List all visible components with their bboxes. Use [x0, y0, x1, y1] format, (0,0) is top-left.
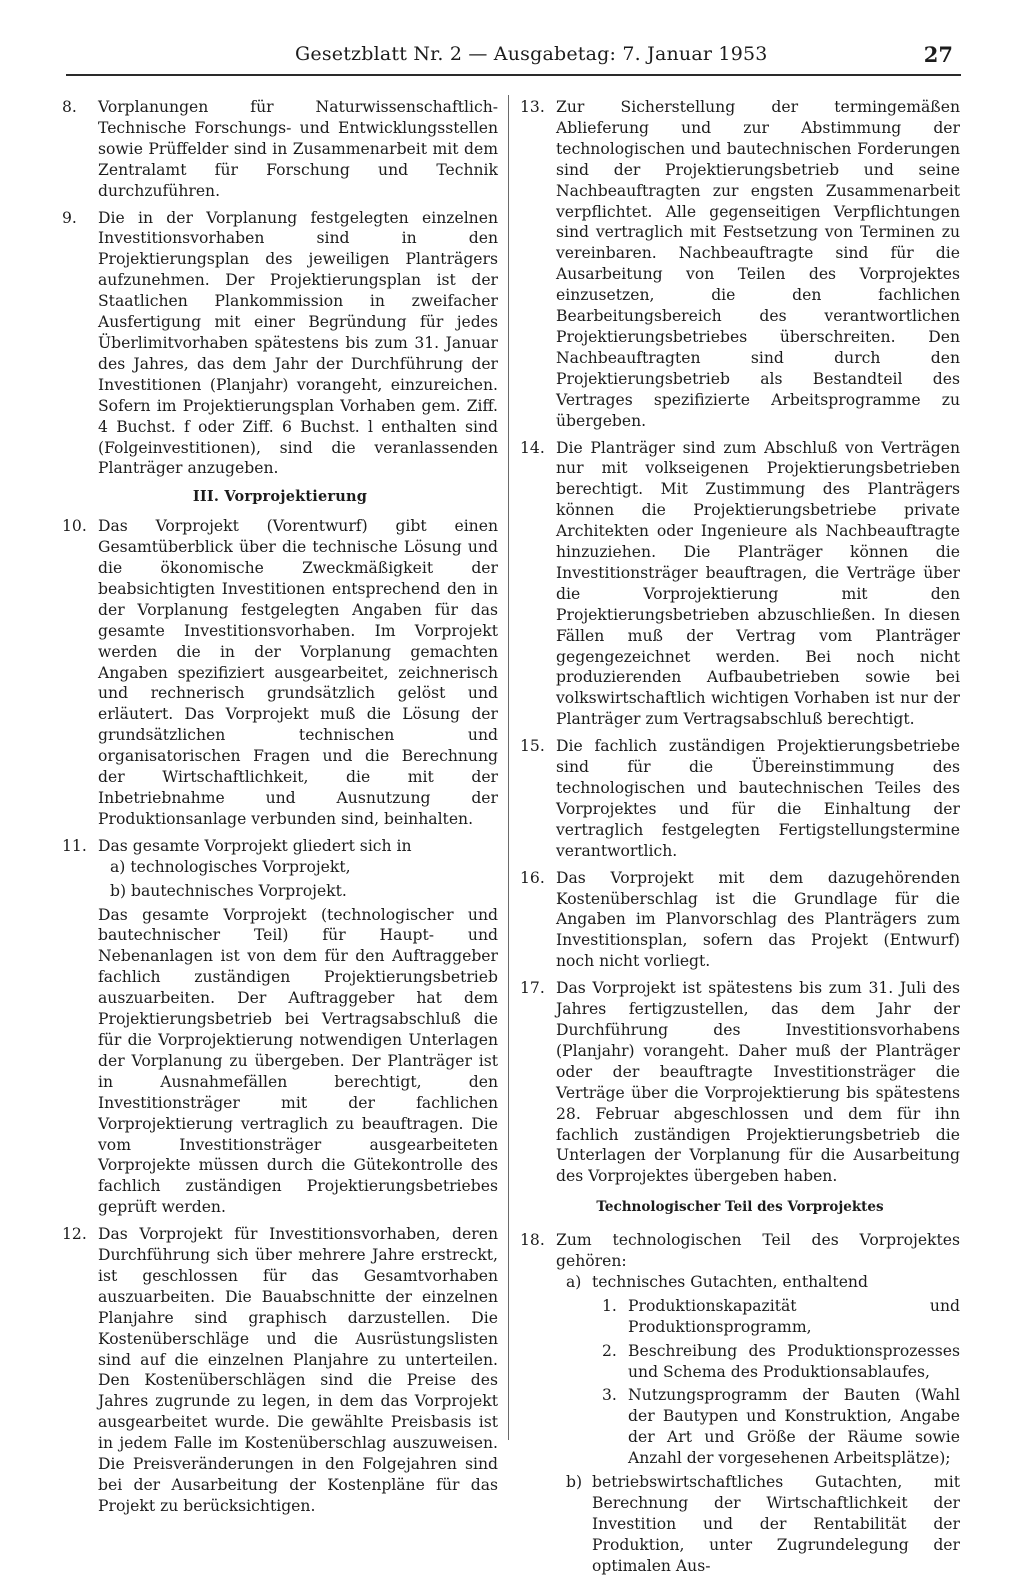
paragraph-number: 17.	[520, 979, 545, 998]
numbered-item-label: 3.	[602, 1386, 617, 1405]
numbered-item-text: Beschreibung des Produktionsprozesses und Schema des Produktionsablaufes,	[628, 1341, 960, 1381]
numbered-item-1	[602, 1296, 960, 1338]
numbered-item-label: 1.	[602, 1296, 617, 1315]
section-heading: III. Vorprojektierung	[192, 488, 368, 506]
paragraph-10	[62, 516, 498, 830]
sub-item-a	[566, 1272, 960, 1293]
paragraph-number: 14.	[520, 438, 545, 457]
sub-item-b: b) bautechnisches Vorprojekt.	[110, 881, 347, 900]
right-column	[520, 97, 960, 1586]
paragraph-text: Die in der Vorplanung festgelegten einzelnen Investitionsvorhaben sind in den Projektierungsplan des jeweiligen Planträgers aufzunehmen. Der Projektierungsplan ist der Staatlichen Plankommission in zweifacher Ausfertigung mit einer Begründung für jedes Überlimitvorhaben spätestens bis zum 31. Januar des Jahres, das dem Jahr der Durchführung der Investitionen (Planjahr) vorangeht, einzureichen. Sofern im Projektierungsplan Vorhaben gem. Ziff. 4 Buchst. f oder Ziff. 6 Buchst. l enthalten sind (Folgeinvestitionen), sind die veranlassenden Planträger anzugeben.	[98, 208, 498, 478]
paragraph-body	[98, 836, 498, 1218]
paragraph-text: Das Vorprojekt (Vorentwurf) gibt einen Gesamtüberblick über die technische Lösung und die ökonomische Zweckmäßigkeit der beabsichtigten Investitionen entsprechend den in der Vorplanung festgelegten Angaben für das gesamte Investitionsvorhaben. Im Vorprojekt werden die in der Vorplanung gemachten Angaben spezifiziert ausgearbeitet, zeichnerisch und rechnerisch grundsätzlich gelöst und erläutert. Das Vorprojekt muß die Lösung der grundsätzlichen technischen und organisatorischen Fragen und die Berechnung der Wirtschaftlichkeit, die mit der Inbetriebnahme und Ausnutzung der Produktionsanlage verbunden sind, beinhalten.	[98, 517, 498, 828]
sub-item-b	[566, 1472, 960, 1577]
paragraph-14	[520, 438, 960, 731]
header-title: Gesetzblatt Nr. 2 — Ausgabetag: 7. Januar 1953	[295, 43, 768, 65]
sub-item-text: technisches Gutachten, enthaltend	[592, 1272, 868, 1291]
paragraph-number: 12.	[62, 1225, 87, 1244]
paragraph-intro: Das gesamte Vorprojekt gliedert sich in	[98, 836, 412, 855]
paragraph-number: 8.	[62, 98, 77, 116]
paragraph-number: 18.	[520, 1231, 545, 1250]
paragraph-number: 13.	[520, 98, 545, 116]
sub-item-label: a)	[566, 1272, 582, 1291]
paragraph-18	[520, 1230, 960, 1580]
paragraph-9	[62, 208, 498, 480]
paragraph-text: Das gesamte Vorprojekt (technologischer und bautechnischer Teil) für Haupt- und Nebenanlagen ist von dem für den Auftraggeber fachlich zuständigen Projektierungsbetrieb auszuarbeiten. Der Auftraggeber hat dem Projektierungsbetrieb bei Vertragsabschluß die für die Vorprojektierung notwendigen Unterlagen der Vorplanung zu übergeben. Der Planträger ist in Ausnahmefällen berechtigt, den Investitionsträger mit der fachlichen Vorprojektierung vertraglich zu beauftragen. Die vom Investitionsträger ausgearbeiteten Vorprojekte müssen durch die Gütekontrolle des fachlich zuständigen Projektierungsbetriebes geprüft werden.	[98, 905, 498, 1217]
column-divider	[508, 95, 509, 1440]
paragraph-intro: Zum technologischen Teil des Vorprojektes gehören:	[556, 1231, 960, 1271]
numbered-item-3	[602, 1385, 960, 1469]
sub-list	[556, 1272, 960, 1577]
paragraph-text: Die fachlich zuständigen Projektierungsbetriebe sind für die Übereinstimmung des technologischen und bautechnischen Teiles des Vorprojektes und für die Einhaltung der vertraglich festgelegten Fertigstellungstermine verantwortlich.	[556, 737, 960, 860]
paragraph-number: 16.	[520, 868, 545, 887]
paragraph-number: 10.	[62, 517, 87, 536]
paragraph-12	[62, 1224, 498, 1517]
paragraph-11	[62, 836, 498, 1218]
paragraph-text: Zur Sicherstellung der termingemäßen Ablieferung und zur Abstimmung der technologischen und bautechnischen Forderungen sind der Projektierungsbetrieb und seine Nachbeauftragten zur engsten Zusammenarbeit verpflichtet. Alle gegenseitigen Verpflichtungen sind vertraglich mit Festsetzung von Terminen zu vereinbaren. Nachbeauftragte sind für die Ausarbeitung von Teilen des Vorprojektes einzusetzen, die den fachlichen Bearbeitungsbereich des verantwortlichen Projektierungsbetriebes überschreiten. Den Nachbeauftragten sind durch den Projektierungsbetrieb als Bestandteil des Vertrages spezifizierte Arbeitsprogramme zu übergeben.	[556, 98, 960, 430]
paragraph-8	[62, 97, 498, 202]
sub-item-text: betriebswirtschaftliches Gutachten, mit Berechnung der Wirtschaftlichkeit der Investition und der Rentabilität der Produktion, unter Zugrundelegung der optimalen Aus-	[592, 1473, 960, 1575]
sub-item-label: b)	[566, 1473, 583, 1492]
paragraph-15	[520, 736, 960, 861]
subsection-heading: Technologischer Teil des Vorprojektes	[596, 1199, 884, 1216]
paragraph-number: 15.	[520, 737, 545, 756]
paragraph-number: 9.	[62, 208, 77, 227]
paragraph-text: Das Vorprojekt ist spätestens bis zum 31. Juli des Jahres fertigzustellen, das dem Jahr der Durchführung des Investitionsvorhabens (Planjahr) vorangeht. Daher muß der Planträger oder der beauftragte Investitionsträger die Verträge über die Vorprojektierung bis spätestens 28. Februar abgeschlossen und dem für ihn fachlich zuständigen Projektierungsbetrieb die Unterlagen der Vorplanung für die Ausarbeitung des Vorprojektes übergeben haben.	[556, 979, 960, 1186]
paragraph-number: 11.	[62, 836, 87, 855]
numbered-item-2	[602, 1341, 960, 1383]
page-number: 27	[923, 42, 953, 67]
paragraph-17	[520, 978, 960, 1187]
page-header	[66, 40, 961, 76]
numbered-item-label: 2.	[602, 1341, 617, 1360]
paragraph-text: Das Vorprojekt mit dem dazugehörenden Kostenüberschlag ist die Grundlage für die Angaben im Planvorschlag des Planträgers zum Investitionsplan, sofern das Projekt (Entwurf) noch nicht vorliegt.	[556, 868, 960, 971]
paragraph-text: Das Vorprojekt für Investitionsvorhaben, deren Durchführung sich über mehrere Jahre erstreckt, ist geschlossen für das Gesamtvorhaben auszuarbeiten. Die Bauabschnitte der einzelnen Planjahre sind graphisch darzustellen. Die Kostenüberschläge und die Ausrüstungslisten sind auf die einzelnen Planjahre zu unterteilen. Den Kostenüberschlägen sind die Preise des Jahres zugrunde zu legen, in dem das Vorprojekt ausgearbeitet wurde. Die gewählte Preisbasis ist in jedem Falle im Kostenüberschlag auszuweisen. Die Preisveränderungen in den Folgejahren sind bei der Ausarbeitung der Kostenpläne für das Projekt zu berücksichtigen.	[98, 1225, 498, 1515]
left-column	[62, 97, 498, 1523]
paragraph-16	[520, 868, 960, 973]
sub-item-a: a) technologisches Vorprojekt,	[110, 857, 351, 876]
paragraph-body	[556, 1230, 960, 1580]
numbered-list	[566, 1296, 960, 1469]
paragraph-13	[520, 97, 960, 432]
numbered-item-text: Produktionskapazität und Produktionsprogramm,	[628, 1296, 960, 1336]
paragraph-text: Vorplanungen für Naturwissenschaftlich-Technische Forschungs- und Entwicklungsstellen sowie Prüffelder sind in Zusammenarbeit mit dem Zentralamt für Forschung und Technik durchzuführen.	[98, 98, 498, 200]
paragraph-text: Die Planträger sind zum Abschluß von Verträgen nur mit volkseigenen Projektierungsbetrieben berechtigt. Mit Zustimmung des Planträgers können die Projektierungsbetriebe private Architekten oder Ingenieure als Nachbeauftragte hinzuziehen. Die Planträger können die Investitionsträger beauftragen, die Verträge über die Vorprojektierung mit den Projektierungsbetrieben abzuschließen. In diesen Fällen muß der Vertrag vom Planträger gegengezeichnet werden. Bei noch nicht produzierenden Aufbaubetrieben sowie bei volkswirtschaftlich wichtigen Vorhaben ist nur der Planträger zum Vertragsabschluß berechtigt.	[556, 438, 960, 729]
numbered-item-text: Nutzungsprogramm der Bauten (Wahl der Bautypen und Konstruktion, Angabe der Art und Größe der Räume sowie Anzahl der vorgesehenen Arbeitsplätze);	[628, 1386, 960, 1468]
